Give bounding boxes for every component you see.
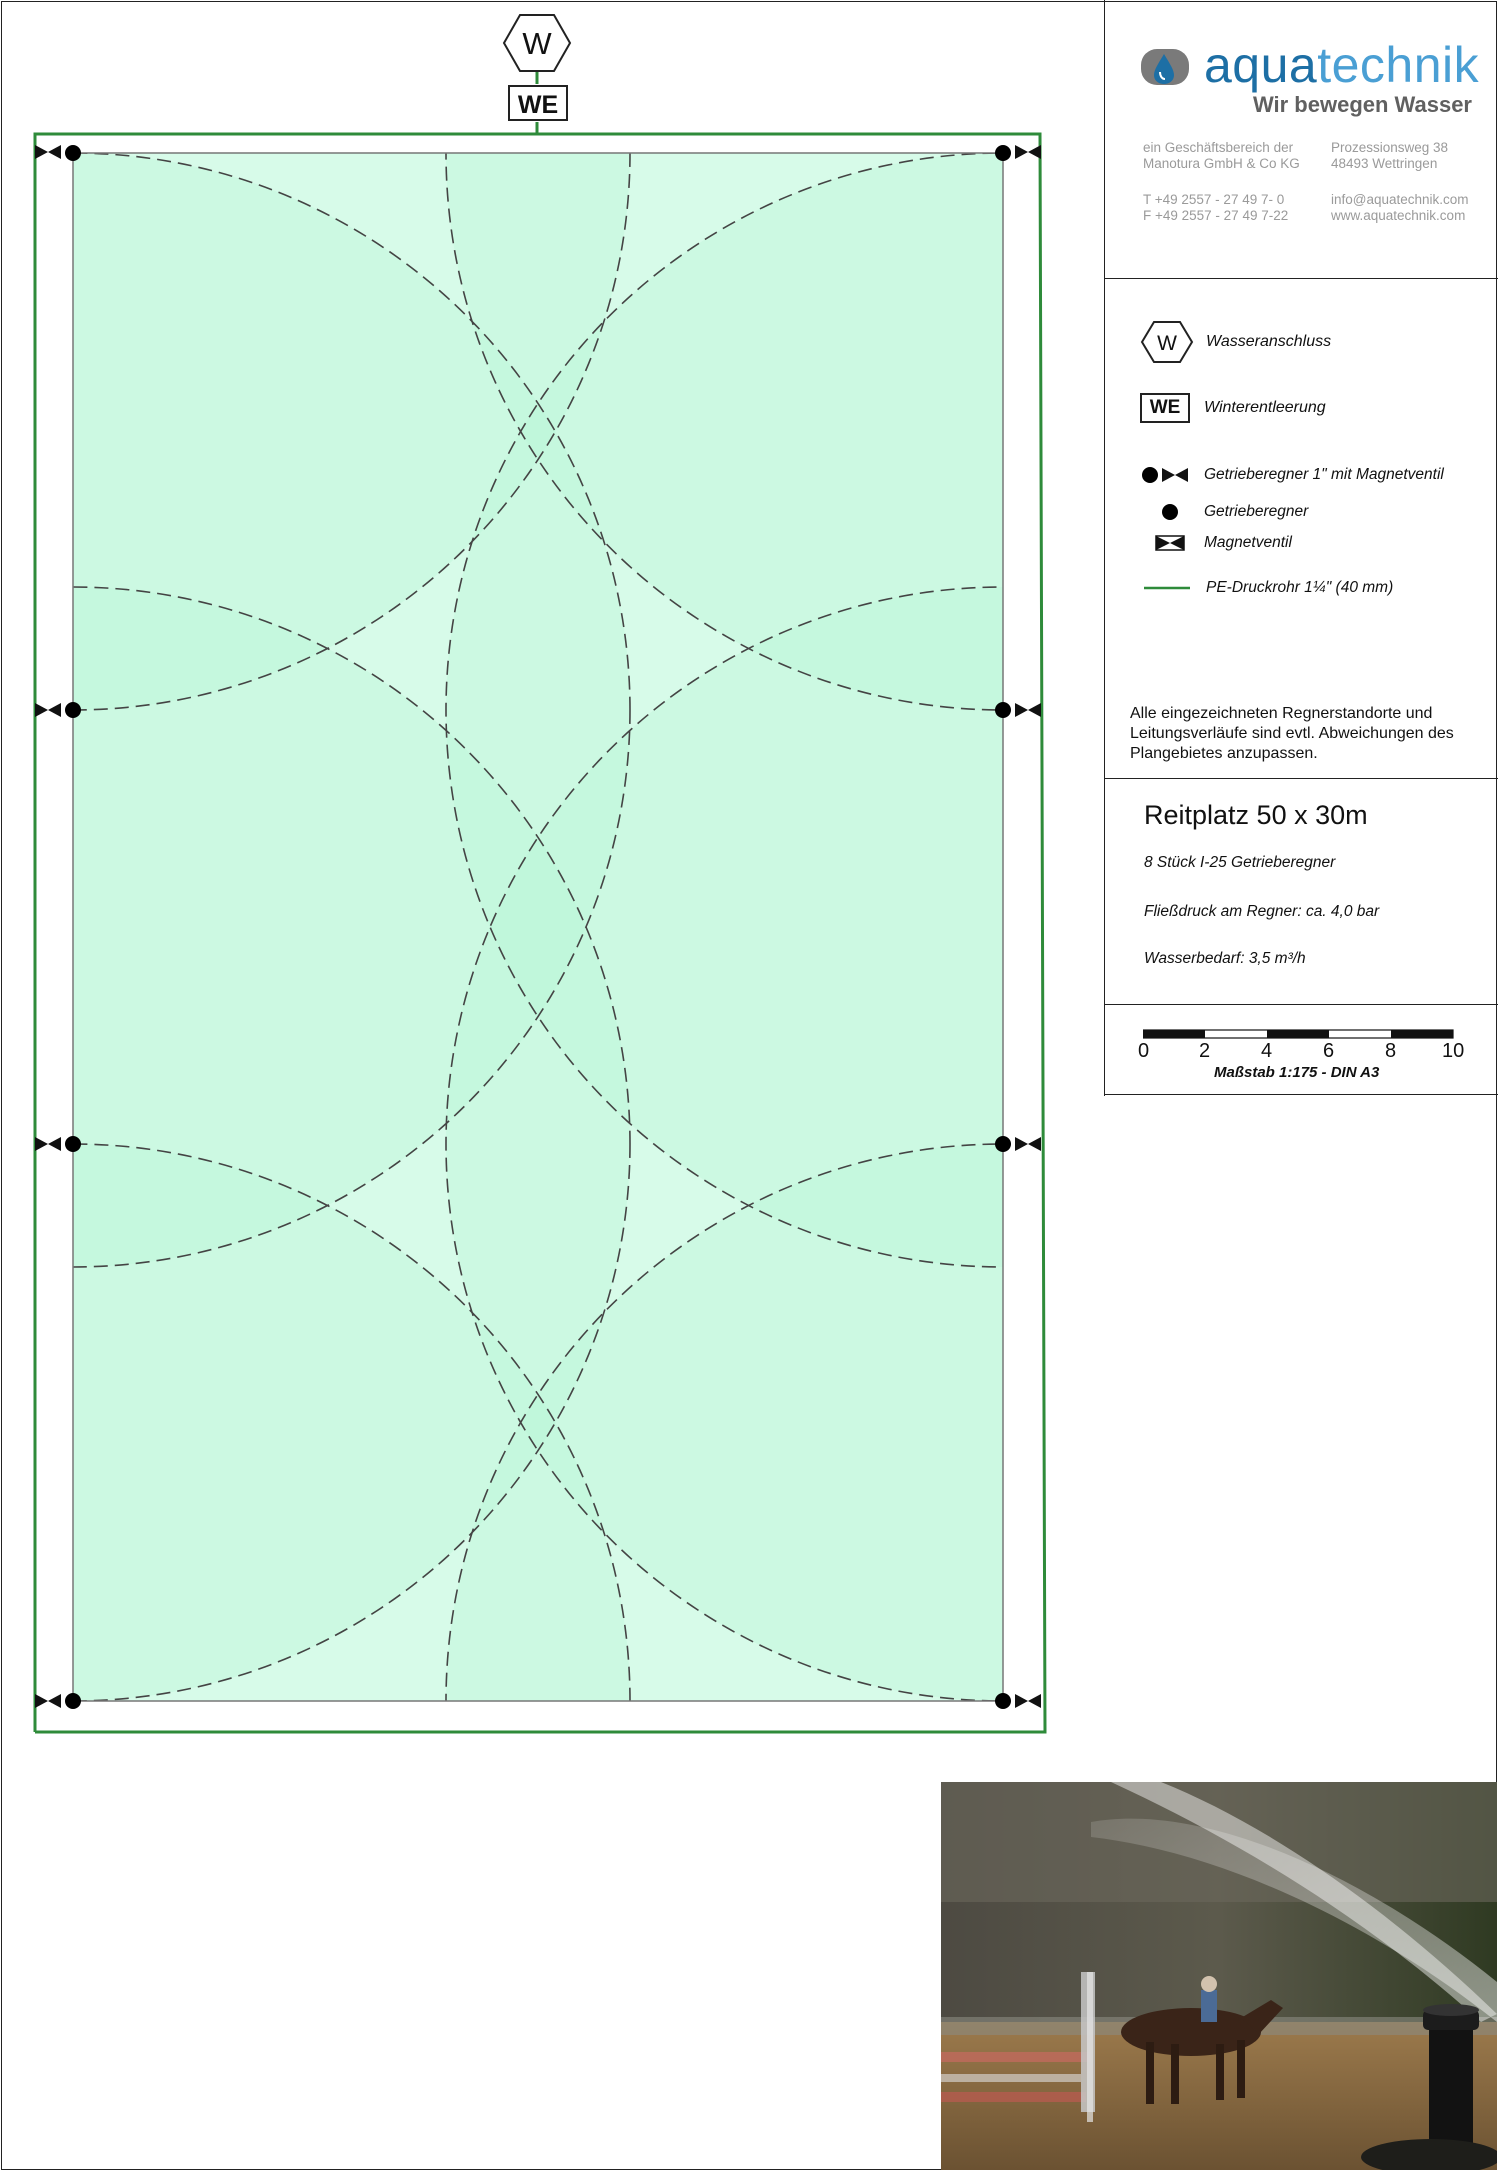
- brand-tagline: Wir bewegen Wasser: [1252, 92, 1472, 117]
- scale-tick-label: 8: [1385, 1040, 1397, 1062]
- scale-bar: [1143, 1029, 1455, 1041]
- scale-tick-label: 4: [1261, 1040, 1273, 1062]
- valve-icon: [1015, 703, 1028, 717]
- project-title: Reitplatz 50 x 30m: [1144, 800, 1368, 830]
- panel-divider: [1104, 1094, 1498, 1095]
- legend-label: Getrieberegner: [1204, 503, 1309, 520]
- sprinkler-icon: [65, 702, 81, 718]
- division-line: Manotura GmbH & Co KG: [1143, 156, 1300, 171]
- sprinkler-icon: [1140, 502, 1192, 522]
- email-link[interactable]: info@aquatechnik.com: [1331, 192, 1469, 207]
- water-connection-letter: W: [522, 26, 552, 61]
- water-connection-symbol: [504, 15, 570, 71]
- brand-name: [1204, 36, 1479, 94]
- sprinkler-station-right-1: [995, 145, 1041, 161]
- svg-text:W: W: [1157, 332, 1177, 355]
- panel-divider: [1104, 1004, 1498, 1005]
- website-link[interactable]: www.aquatechnik.com: [1331, 208, 1466, 223]
- scale-tick-label: 0: [1138, 1040, 1150, 1062]
- valve-icon: [35, 145, 48, 159]
- project-detail-pressure: Fließdruck am Regner: ca. 4,0 bar: [1144, 903, 1380, 920]
- panel-divider: [1104, 778, 1498, 779]
- hexagon-icon: [1140, 320, 1194, 364]
- legend-valve: [1140, 523, 1292, 563]
- valve-icon: [1015, 1137, 1028, 1151]
- sprinkler-station-left-3: [35, 1136, 81, 1152]
- scale-tick-label: 2: [1199, 1040, 1211, 1062]
- sprinkler-icon: [995, 145, 1011, 161]
- sprinkler-station-left-2: [35, 702, 81, 718]
- valve-icon: [35, 703, 48, 717]
- contact-web: [1331, 192, 1469, 224]
- winter-drain-symbol: [509, 86, 567, 120]
- adjustment-note: Alle eingezeichneten Regnerstandorte und Leitungsverläufe sind evtl. Abweichungen des Plangebietes anzupassen.: [1130, 705, 1454, 762]
- sprinkler-icon: [995, 1136, 1011, 1152]
- winter-drain-legend-symbol: WE: [1140, 393, 1190, 423]
- sprinkler-icon: [65, 1136, 81, 1152]
- legend-label: Getrieberegner 1" mit Magnetventil: [1204, 466, 1444, 483]
- company-logo: [1140, 36, 1480, 126]
- division-info: [1143, 140, 1300, 172]
- fax: F +49 2557 - 27 49 7-22: [1143, 208, 1289, 223]
- winter-drain-label: WE: [517, 91, 559, 119]
- legend-label: PE-Druckrohr 1¼" (40 mm): [1206, 579, 1394, 596]
- sprinkler-valve-icon: [1140, 465, 1192, 485]
- street: Prozessionsweg 38: [1331, 140, 1449, 155]
- sprinkler-photo: [941, 1782, 1497, 2170]
- brand-prefix: aqua: [1204, 37, 1318, 93]
- project-detail-sprinklers: 8 Stück I-25 Getrieberegner: [1144, 854, 1336, 871]
- legend-winter-drain: [1140, 388, 1326, 428]
- pipe-line-icon: [1140, 578, 1194, 598]
- valve-icon: [1015, 1694, 1028, 1708]
- legend-sprinkler-with-valve: [1140, 455, 1444, 495]
- legend-pipe: [1140, 568, 1393, 608]
- legend-label: Magnetventil: [1204, 534, 1292, 551]
- sprinkler-station-left-4: [35, 1693, 81, 1709]
- division-line: ein Geschäftsbereich der: [1143, 140, 1294, 155]
- sprinkler-icon: [65, 145, 81, 161]
- sprinkler-station-right-4: [995, 1693, 1041, 1709]
- brand-suffix: technik: [1317, 37, 1480, 93]
- city: 48493 Wettringen: [1331, 156, 1438, 171]
- contact-phone: [1143, 192, 1288, 224]
- sprinkler-station-right-2: [995, 702, 1041, 718]
- sprinkler-icon: [65, 1693, 81, 1709]
- sprinkler-icon: [995, 702, 1011, 718]
- valve-icon: [35, 1137, 48, 1151]
- sprinkler-icon: [995, 1693, 1011, 1709]
- valve-icon: [1015, 145, 1028, 159]
- scale-caption: Maßstab 1:175 - DIN A3: [1214, 1064, 1380, 1081]
- sprinkler-station-right-3: [995, 1136, 1041, 1152]
- sprinkler-arena-photo: [941, 1782, 1497, 2170]
- project-detail-water-demand: Wasserbedarf: 3,5 m³/h: [1144, 950, 1306, 967]
- scale-tick-label: 10: [1442, 1040, 1465, 1062]
- sprinkler-station-left-1: [35, 145, 81, 161]
- phone: T +49 2557 - 27 49 7- 0: [1143, 192, 1285, 207]
- drop-logo-icon: [1140, 46, 1192, 88]
- legend-water-connection: [1140, 322, 1331, 362]
- address-info: [1331, 140, 1448, 172]
- legend-label: Wasseranschluss: [1206, 333, 1332, 350]
- legend-label: Winterentleerung: [1204, 399, 1326, 416]
- scale-tick-label: 6: [1323, 1040, 1335, 1062]
- panel-divider: [1104, 278, 1498, 279]
- valve-icon: [1140, 533, 1192, 553]
- valve-icon: [35, 1694, 48, 1708]
